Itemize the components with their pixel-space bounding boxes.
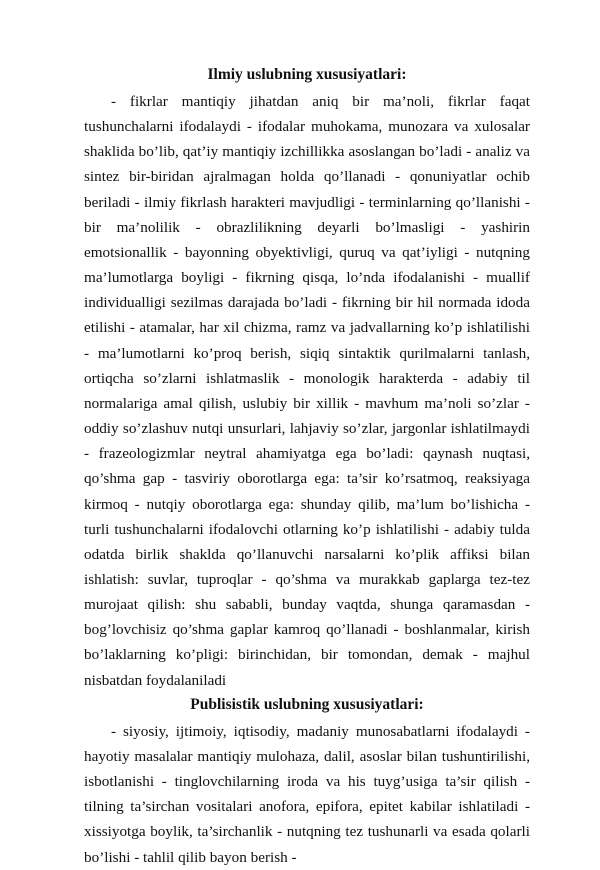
section-body: - fikrlar mantiqiy jihatdan aniq bir ma’noli, fikrlar faqat tushunchalarni ifodalaydi - ifodalar muhokama, munozara va xulosalar shaklida bo’lib, qat’iy mantiqiy izchillikka asoslangan bo’ladi - analiz va sintez bir-biridan ajralmagan holda qo’llanadi - qonuniyatlar ochib beriladi - ilmiy fikrlash harakteri mavjudligi - terminlarning qo’llanishi - bir ma’nolilik - obrazlilikning deyarli bo’lmasligi - yashirin emotsionallik - bayonning obyektivligi, quruq va qat’iyligi - nutqning ma’lumotlarga boyligi - fikrning qisqa, lo’nda ifodalanishi - muallif individualligi sezilmas darajada bo’ladi - fikrning bir hil normada idoda etilishi - atamalar, har xil chizma, ramz va jadvallarning ko’p ishlatilishi - ma’lumotlarni ko’proq berish, siqiq sintaktik qurilmalarni tanlash, ortiqcha so’zlarni ishlatmaslik - monologik harakterda - adabiy til normalariga amal qilish, uslubiy bir xillik - mavhum ma’noli so’zlar - oddiy so’zlashuv nutqi unsurlari, lahjaviy so’zlar, jargonlar ishlatilmaydi - frazeologizmlar neytral ahamiyatga ega bo’ladi: qaynash nuqtasi, qo’shma gap - tasviriy oborotlarga ega: ta’sir ko’rsatmoq, reaksiyaga kirmoq - nutqiy oborotlarga ega: shunday qilib, ma’lum bo’lishicha - turli tushunchalarni ifodalovchi otlarning ko’p ishlatilishi - adabiy tulda odatda birlik shaklda qo’llanuvchi narsalarni ko’plik affiksi bilan ishlatish: suvlar, tuproqlar - qo’shma va murakkab gaplarga tez-tez murojaat qilish: shu sababli, bunday vaqtda, shunga qaramasdan - bog’lovchisiz qo’shma gaplar kamroq qo’llanadi - boshlanmalar, kirish bo’laklarning ko’pligi: birinchidan, bir tomondan, demak - majhul nisbatdan foydalaniladi [84,93,530,689]
section-title: Publisistik uslubning xususiyatlari: [190,695,424,713]
section-publicistic-style [84,692,530,870]
section-body: - siyosiy, ijtimoiy, iqtisodiy, madaniy munosabatlarni ifodalaydi - hayotiy masalalar mantiqiy mulohaza, dalil, asoslar bilan tushuntirilishi, isbotlanishi - tinglovchilarning iroda va his tuyg’usiga ta’sir qilish - tilning ta’sirchan vositalari anofora, epifora, epitet kabilar ishlatiladi - xissiyotga boylik, ta’sirchanlik - nutqning tez tushunarli va esada qolarli bo’lishi - tahlil qilib bayon berish - [84,722,530,866]
document-page [84,62,530,870]
section-scientific-style [84,62,530,693]
section-title: Ilmiy uslubning xususiyatlari: [207,66,407,83]
